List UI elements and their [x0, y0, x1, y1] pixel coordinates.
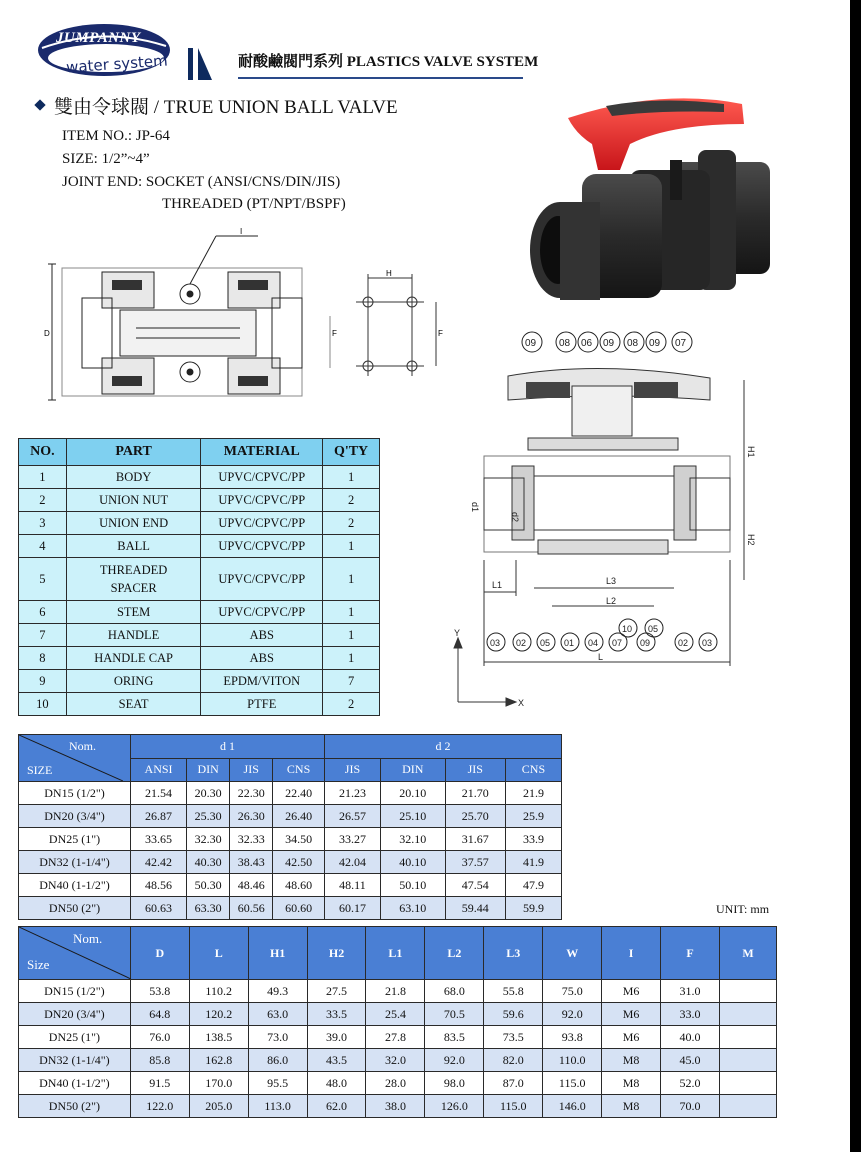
callout-bottom-6: 07 — [612, 638, 623, 648]
dim-value-cell: 138.5 — [189, 1026, 248, 1049]
d-value-cell: 20.10 — [380, 782, 445, 805]
col-part: PART — [66, 439, 201, 466]
dim-header: H2 — [307, 927, 366, 980]
callout-bottom-9: 03 — [702, 638, 713, 648]
spec-size: SIZE: 1/2”~4” — [62, 151, 150, 167]
dim-value-cell: 70.5 — [425, 1003, 484, 1026]
dim-value-cell: 38.0 — [366, 1095, 425, 1118]
dim-size-cell: DN15 (1/2") — [19, 980, 131, 1003]
dim-value-cell: 91.5 — [130, 1072, 189, 1095]
dim-value-cell: 170.0 — [189, 1072, 248, 1095]
dim-value-cell: 83.5 — [425, 1026, 484, 1049]
axis-y-label: Y — [454, 628, 461, 638]
d-table-row — [19, 805, 562, 828]
dim-value-cell: 53.8 — [130, 980, 189, 1003]
dim-value-cell: 32.0 — [366, 1049, 425, 1072]
d-subheader: JIS — [230, 758, 273, 782]
part-qty: 2 — [323, 512, 380, 535]
callout-mid-2: 05 — [648, 624, 659, 634]
callout-bottom-1: 03 — [490, 638, 501, 648]
label-l1: L1 — [492, 580, 503, 590]
bolt-pattern-drawing — [340, 268, 450, 378]
part-name: HANDLE CAP — [66, 647, 201, 670]
part-name: THREADED SPACER — [66, 558, 201, 601]
callout-bottom-7: 09 — [640, 638, 651, 648]
part-name: SEAT — [66, 693, 201, 716]
dim-value-cell: 52.0 — [661, 1072, 720, 1095]
part-qty: 1 — [323, 535, 380, 558]
dim-header: H1 — [248, 927, 307, 980]
d-subheader: JIS — [445, 758, 505, 782]
part-material: ABS — [201, 624, 323, 647]
part-no: 8 — [19, 647, 67, 670]
part-no: 1 — [19, 466, 67, 489]
parts-row — [19, 693, 380, 716]
d-value-cell: 60.17 — [324, 897, 380, 920]
d-table-row — [19, 851, 562, 874]
callout-mid-1: 10 — [622, 624, 633, 634]
parts-table-header — [19, 439, 380, 466]
d-value-cell: 38.43 — [230, 851, 273, 874]
d-value-cell: 32.30 — [187, 828, 230, 851]
d-value-cell: 33.65 — [131, 828, 187, 851]
d-value-cell: 22.30 — [230, 782, 273, 805]
d-value-cell: 25.10 — [380, 805, 445, 828]
drawing-label-i: I — [240, 228, 243, 236]
label-l2: L2 — [606, 596, 617, 606]
bullet-icon — [34, 99, 45, 110]
dim-header-row — [19, 927, 777, 980]
drawing-label-f2: F — [438, 329, 443, 338]
d-value-cell: 26.87 — [131, 805, 187, 828]
d-table-row — [19, 782, 562, 805]
part-material: UPVC/CPVC/PP — [201, 466, 323, 489]
part-material: UPVC/CPVC/PP — [201, 512, 323, 535]
dim-value-cell: 48.0 — [307, 1072, 366, 1095]
d-subheader: JIS — [324, 758, 380, 782]
dim-value-cell: 98.0 — [425, 1072, 484, 1095]
label-l: L — [598, 652, 604, 662]
dim-header: D — [130, 927, 189, 980]
corner-nom: Nom. — [69, 739, 96, 753]
dim-size-cell: DN25 (1") — [19, 1026, 131, 1049]
dim-value-cell — [719, 980, 776, 1003]
brand-logo — [36, 22, 172, 78]
dim-value-cell: M6 — [602, 1003, 661, 1026]
d-subheader: ANSI — [131, 758, 187, 782]
dim-diag-header-cell — [19, 927, 131, 980]
d-value-cell: 40.10 — [380, 851, 445, 874]
parts-row — [19, 512, 380, 535]
dim-header: I — [602, 927, 661, 980]
callout-bottom-8: 02 — [678, 638, 689, 648]
dim-value-cell: 95.5 — [248, 1072, 307, 1095]
d-value-cell: 20.30 — [187, 782, 230, 805]
dim-value-cell: 126.0 — [425, 1095, 484, 1118]
d-value-cell: 48.56 — [131, 874, 187, 897]
series-mark-wedge — [198, 48, 212, 80]
parts-row — [19, 624, 380, 647]
dim-corner-size: Size — [27, 957, 50, 972]
part-qty: 2 — [323, 489, 380, 512]
dim-value-cell: 31.0 — [661, 980, 720, 1003]
dim-value-cell: 205.0 — [189, 1095, 248, 1118]
part-qty: 7 — [323, 670, 380, 693]
dim-value-cell: 33.5 — [307, 1003, 366, 1026]
dim-size-cell: DN20 (3/4") — [19, 1003, 131, 1026]
dim-size-cell: DN40 (1-1/2") — [19, 1072, 131, 1095]
part-name: UNION NUT — [66, 489, 201, 512]
dim-value-cell: 64.8 — [130, 1003, 189, 1026]
dim-value-cell: 68.0 — [425, 980, 484, 1003]
dim-value-cell: 33.0 — [661, 1003, 720, 1026]
part-material: EPDM/VITON — [201, 670, 323, 693]
dim-value-cell: 73.0 — [248, 1026, 307, 1049]
dim-value-cell: 85.8 — [130, 1049, 189, 1072]
dim-value-cell: M8 — [602, 1095, 661, 1118]
dim-value-cell: 120.2 — [189, 1003, 248, 1026]
callout-top-4: 09 — [603, 338, 615, 349]
d-value-cell: 26.40 — [273, 805, 325, 828]
dim-header: L2 — [425, 927, 484, 980]
dim-value-cell: 122.0 — [130, 1095, 189, 1118]
dim-value-cell: 59.6 — [484, 1003, 543, 1026]
d-value-cell: 47.54 — [445, 874, 505, 897]
d-value-cell: 21.54 — [131, 782, 187, 805]
part-no: 4 — [19, 535, 67, 558]
dim-value-cell: 93.8 — [543, 1026, 602, 1049]
d-value-cell: 63.30 — [187, 897, 230, 920]
dim-value-cell: 45.0 — [661, 1049, 720, 1072]
part-material: UPVC/CPVC/PP — [201, 558, 323, 601]
dim-header: M — [719, 927, 776, 980]
d-value-cell: 25.70 — [445, 805, 505, 828]
d-value-cell: 48.11 — [324, 874, 380, 897]
parts-row — [19, 489, 380, 512]
diag-header-cell — [19, 735, 131, 782]
part-qty: 1 — [323, 466, 380, 489]
d-value-cell: 25.9 — [505, 805, 561, 828]
spec-joint-end: JOINT END: SOCKET (ANSI/CNS/DIN/JIS) — [62, 174, 341, 190]
part-name: STEM — [66, 601, 201, 624]
callout-bottom-3: 05 — [540, 638, 551, 648]
dim-value-cell: 113.0 — [248, 1095, 307, 1118]
part-qty: 1 — [323, 601, 380, 624]
d-value-cell: 60.63 — [131, 897, 187, 920]
part-name: ORING — [66, 670, 201, 693]
d-value-cell: 63.10 — [380, 897, 445, 920]
dim-corner-nom: Nom. — [73, 931, 103, 946]
brand-tagline: water system — [65, 51, 169, 77]
dim-value-cell: M6 — [602, 980, 661, 1003]
dim-value-cell: 92.0 — [543, 1003, 602, 1026]
d-value-cell: 41.9 — [505, 851, 561, 874]
parts-row — [19, 466, 380, 489]
dimensions-table — [18, 926, 777, 1118]
d-table-row — [19, 828, 562, 851]
d-size-cell: DN40 (1-1/2") — [19, 874, 131, 897]
parts-row — [19, 535, 380, 558]
callout-top-2: 08 — [559, 338, 571, 349]
dim-header: W — [543, 927, 602, 980]
dim-value-cell: 82.0 — [484, 1049, 543, 1072]
dim-value-cell: 55.8 — [484, 980, 543, 1003]
callout-top-3: 06 — [581, 338, 593, 349]
part-qty: 1 — [323, 558, 380, 601]
part-no: 3 — [19, 512, 67, 535]
dim-value-cell: 62.0 — [307, 1095, 366, 1118]
part-name: BODY — [66, 466, 201, 489]
dim-value-cell: M8 — [602, 1072, 661, 1095]
valve-photo — [520, 90, 780, 310]
part-name: BALL — [66, 535, 201, 558]
d-table-row — [19, 874, 562, 897]
dim-value-cell: 110.0 — [543, 1049, 602, 1072]
parts-row — [19, 647, 380, 670]
cross-section-drawing — [448, 326, 778, 716]
part-no: 9 — [19, 670, 67, 693]
dim-value-cell: 27.5 — [307, 980, 366, 1003]
label-d2: d2 — [510, 512, 520, 523]
dim-size-cell: DN50 (2") — [19, 1095, 131, 1118]
dim-value-cell: 63.0 — [248, 1003, 307, 1026]
dim-table-row — [19, 980, 777, 1003]
part-no: 6 — [19, 601, 67, 624]
part-material: ABS — [201, 647, 323, 670]
dim-value-cell: 76.0 — [130, 1026, 189, 1049]
dim-size-cell: DN32 (1-1/4") — [19, 1049, 131, 1072]
dim-value-cell: 49.3 — [248, 980, 307, 1003]
part-name: HANDLE — [66, 624, 201, 647]
d-value-cell: 50.30 — [187, 874, 230, 897]
d-size-cell: DN50 (2") — [19, 897, 131, 920]
part-name: UNION END — [66, 512, 201, 535]
d-value-cell: 59.44 — [445, 897, 505, 920]
d-value-cell: 47.9 — [505, 874, 561, 897]
d-value-cell: 32.33 — [230, 828, 273, 851]
d-size-cell: DN25 (1") — [19, 828, 131, 851]
dim-value-cell — [719, 1026, 776, 1049]
d-value-cell: 60.56 — [230, 897, 273, 920]
part-qty: 1 — [323, 624, 380, 647]
dim-value-cell: 25.4 — [366, 1003, 425, 1026]
d-value-cell: 48.60 — [273, 874, 325, 897]
d-value-cell: 40.30 — [187, 851, 230, 874]
part-no: 10 — [19, 693, 67, 716]
d-subheader: DIN — [380, 758, 445, 782]
dim-value-cell — [719, 1095, 776, 1118]
parts-row — [19, 601, 380, 624]
drawing-label-f: F — [332, 329, 337, 338]
dim-table-row — [19, 1026, 777, 1049]
d-value-cell: 21.70 — [445, 782, 505, 805]
callout-bottom-2: 02 — [516, 638, 527, 648]
col-qty: Q'TY — [323, 439, 380, 466]
callout-top-1: 09 — [525, 338, 537, 349]
dim-header: F — [661, 927, 720, 980]
d-value-cell: 34.50 — [273, 828, 325, 851]
d-value-cell: 33.27 — [324, 828, 380, 851]
spec-joint-end-threaded: THREADED (PT/NPT/BSPF) — [162, 196, 346, 212]
series-title: 耐酸鹼閥門系列 PLASTICS VALVE SYSTEM — [238, 54, 539, 70]
brand-name: JUMPANNY — [56, 30, 141, 46]
drawing-label-h: H — [386, 269, 392, 278]
dim-value-cell — [719, 1072, 776, 1095]
dim-value-cell: 146.0 — [543, 1095, 602, 1118]
d-value-cell: 33.9 — [505, 828, 561, 851]
parts-row — [19, 558, 380, 601]
callout-top-6: 09 — [649, 338, 661, 349]
d-value-cell: 60.60 — [273, 897, 325, 920]
part-material: UPVC/CPVC/PP — [201, 489, 323, 512]
callout-bottom-5: 04 — [588, 638, 599, 648]
product-title: 雙由令球閥 / TRUE UNION BALL VALVE — [54, 97, 398, 118]
d-value-cell: 22.40 — [273, 782, 325, 805]
dim-value-cell — [719, 1003, 776, 1026]
unit-label: UNIT: mm — [716, 902, 770, 916]
part-no: 2 — [19, 489, 67, 512]
dim-value-cell: 115.0 — [543, 1072, 602, 1095]
dim-value-cell: 86.0 — [248, 1049, 307, 1072]
page-edge-strip — [850, 0, 861, 1152]
dim-value-cell: 115.0 — [484, 1095, 543, 1118]
parts-row — [19, 670, 380, 693]
dim-header: L3 — [484, 927, 543, 980]
dim-table-row — [19, 1003, 777, 1026]
d-value-cell: 25.30 — [187, 805, 230, 828]
top-view-drawing — [40, 228, 340, 408]
col-material: MATERIAL — [201, 439, 323, 466]
series-mark-bar — [188, 48, 193, 80]
group-d2: d 2 — [324, 735, 561, 759]
dim-value-cell: 70.0 — [661, 1095, 720, 1118]
d-subheader: CNS — [273, 758, 325, 782]
parts-table — [18, 438, 380, 716]
dim-header: L1 — [366, 927, 425, 980]
spec-item-no: ITEM NO.: JP-64 — [62, 128, 170, 144]
dim-value-cell: 87.0 — [484, 1072, 543, 1095]
dim-value-cell: 40.0 — [661, 1026, 720, 1049]
dim-value-cell: 21.8 — [366, 980, 425, 1003]
part-material: UPVC/CPVC/PP — [201, 601, 323, 624]
callout-bottom-4: 01 — [564, 638, 575, 648]
d-value-cell: 26.30 — [230, 805, 273, 828]
part-material: PTFE — [201, 693, 323, 716]
d-value-cell: 42.42 — [131, 851, 187, 874]
dim-value-cell: 110.2 — [189, 980, 248, 1003]
label-h1: H1 — [746, 446, 756, 458]
label-d1: d1 — [470, 502, 480, 513]
d-table-row — [19, 897, 562, 920]
d-subheader: CNS — [505, 758, 561, 782]
dim-table-row — [19, 1072, 777, 1095]
series-underline — [238, 77, 523, 79]
callout-top-7: 07 — [675, 338, 687, 349]
d-value-cell: 37.57 — [445, 851, 505, 874]
drawing-label-d: D — [44, 329, 50, 338]
part-qty: 1 — [323, 647, 380, 670]
dim-value-cell: 27.8 — [366, 1026, 425, 1049]
dim-value-cell: 39.0 — [307, 1026, 366, 1049]
d-value-cell: 48.46 — [230, 874, 273, 897]
d-subheader: DIN — [187, 758, 230, 782]
corner-size: SIZE — [27, 763, 53, 777]
d-value-cell: 42.50 — [273, 851, 325, 874]
part-no: 7 — [19, 624, 67, 647]
part-material: UPVC/CPVC/PP — [201, 535, 323, 558]
dim-value-cell: 28.0 — [366, 1072, 425, 1095]
d-size-cell: DN20 (3/4") — [19, 805, 131, 828]
label-l3: L3 — [606, 576, 617, 586]
group-d1: d 1 — [131, 735, 325, 759]
d-value-cell: 42.04 — [324, 851, 380, 874]
col-no: NO. — [19, 439, 67, 466]
label-h2: H2 — [746, 534, 756, 546]
dim-value-cell: 43.5 — [307, 1049, 366, 1072]
part-qty: 2 — [323, 693, 380, 716]
dim-value-cell: 92.0 — [425, 1049, 484, 1072]
d-value-cell: 59.9 — [505, 897, 561, 920]
d-value-cell: 50.10 — [380, 874, 445, 897]
dim-header: L — [189, 927, 248, 980]
part-no: 5 — [19, 558, 67, 601]
dim-value-cell: M8 — [602, 1049, 661, 1072]
socket-diameter-table — [18, 734, 562, 920]
d-value-cell: 31.67 — [445, 828, 505, 851]
dim-value-cell: 75.0 — [543, 980, 602, 1003]
dim-value-cell: 73.5 — [484, 1026, 543, 1049]
dim-value-cell — [719, 1049, 776, 1072]
d-size-cell: DN15 (1/2") — [19, 782, 131, 805]
axis-x-label: X — [518, 698, 525, 708]
dim-value-cell: 162.8 — [189, 1049, 248, 1072]
callout-top-5: 08 — [627, 338, 639, 349]
d-value-cell: 26.57 — [324, 805, 380, 828]
dim-table-row — [19, 1049, 777, 1072]
d-size-cell: DN32 (1-1/4") — [19, 851, 131, 874]
d-value-cell: 32.10 — [380, 828, 445, 851]
d-value-cell: 21.9 — [505, 782, 561, 805]
dim-table-row — [19, 1095, 777, 1118]
dim-value-cell: M6 — [602, 1026, 661, 1049]
d-value-cell: 21.23 — [324, 782, 380, 805]
